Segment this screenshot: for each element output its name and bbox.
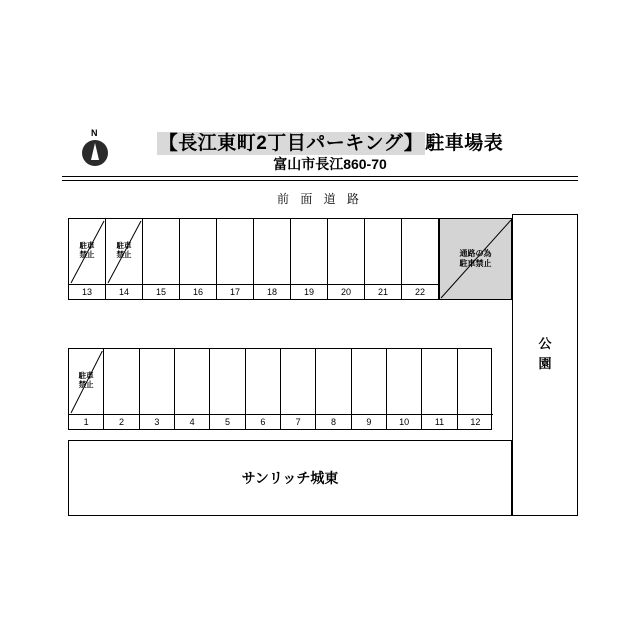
stall-number: 16 [192,287,203,297]
parking-stall[interactable] [69,349,104,429]
parking-stall[interactable] [352,349,387,429]
header-divider-top [62,176,578,177]
lower-parking-row [68,348,492,430]
stall-number: 2 [118,417,124,427]
building-label: サンリッチ城東 [241,470,339,486]
parking-stall[interactable] [69,219,106,299]
park-label-char-2: 園 [538,356,552,371]
parking-stall[interactable] [143,219,180,299]
parking-stall[interactable] [210,349,245,429]
stall-number-divider [458,414,493,415]
stall-number-divider [106,284,142,285]
stall-number: 20 [340,287,351,297]
stall-number: 21 [377,287,388,297]
stall-number-divider [210,414,244,415]
parking-stall[interactable] [458,349,493,429]
stall-number-divider [217,284,253,285]
parking-stall[interactable] [281,349,316,429]
stall-number: 7 [295,417,301,427]
stall-number: 8 [330,417,336,427]
stall-number-divider [246,414,280,415]
stall-number-divider [104,414,138,415]
parking-stall[interactable] [422,349,457,429]
compass-icon [78,130,114,172]
stall-number-divider [291,284,327,285]
stall-number-divider [69,284,105,285]
passage-no-parking-block [439,219,511,299]
stall-number: 5 [224,417,230,427]
stall-number-divider [328,284,364,285]
front-road-label: 前 面 道 路 [276,192,363,206]
no-parking-label: 駐車 禁止 [78,371,94,389]
stall-number: 13 [81,287,92,297]
stall-number: 22 [414,287,425,297]
parking-stall[interactable] [140,349,175,429]
stall-number: 9 [366,417,372,427]
stall-number-divider [69,414,103,415]
page-title-bracketed: 【長江東町2丁目パーキング】 [158,133,424,154]
park-label [527,334,563,374]
no-parking-label: 駐車 禁止 [79,241,95,259]
stall-number-divider [175,414,209,415]
stall-number: 1 [83,417,89,427]
parking-stall[interactable] [104,349,139,429]
stall-number-divider [316,414,350,415]
upper-parking-row [68,218,512,300]
page-subtitle: 富山市長江860-70 [273,156,387,172]
stall-number-divider [180,284,216,285]
stall-number-divider [365,284,401,285]
stall-number: 12 [470,417,481,427]
stall-number-divider [140,414,174,415]
stall-number-divider [281,414,315,415]
header-divider-bottom [62,180,578,181]
stall-number: 19 [303,287,314,297]
stall-number-divider [352,414,386,415]
parking-stall[interactable] [387,349,422,429]
stall-number-divider [387,414,421,415]
passage-no-parking-label: 通路の為 駐車禁止 [459,249,492,268]
stall-number-divider [402,284,438,285]
parking-stall[interactable] [175,349,210,429]
page-title-rest: 駐車場表 [425,133,504,154]
no-parking-label: 駐車 禁止 [116,241,132,259]
stall-number: 18 [266,287,277,297]
stall-number: 11 [434,417,445,427]
park-label-char-1: 公 [538,336,552,351]
parking-stall[interactable] [328,219,365,299]
stall-number: 6 [260,417,266,427]
parking-stall[interactable] [217,219,254,299]
parking-stall[interactable] [180,219,217,299]
stall-number: 3 [154,417,160,427]
parking-stall[interactable] [291,219,328,299]
parking-stall[interactable] [365,219,402,299]
stall-number: 10 [399,417,410,427]
stall-number-divider [422,414,456,415]
compass-north-label: N [91,128,98,138]
parking-stall[interactable] [106,219,143,299]
parking-stall[interactable] [402,219,439,299]
compass-needle [91,143,99,160]
stall-number: 15 [155,287,166,297]
page-title [120,128,540,155]
parking-stall[interactable] [246,349,281,429]
stall-number: 14 [118,287,129,297]
stall-number-divider [143,284,179,285]
parking-stall[interactable] [254,219,291,299]
stall-number-divider [254,284,290,285]
stall-number: 4 [189,417,195,427]
parking-stall[interactable] [316,349,351,429]
stall-number: 17 [229,287,240,297]
